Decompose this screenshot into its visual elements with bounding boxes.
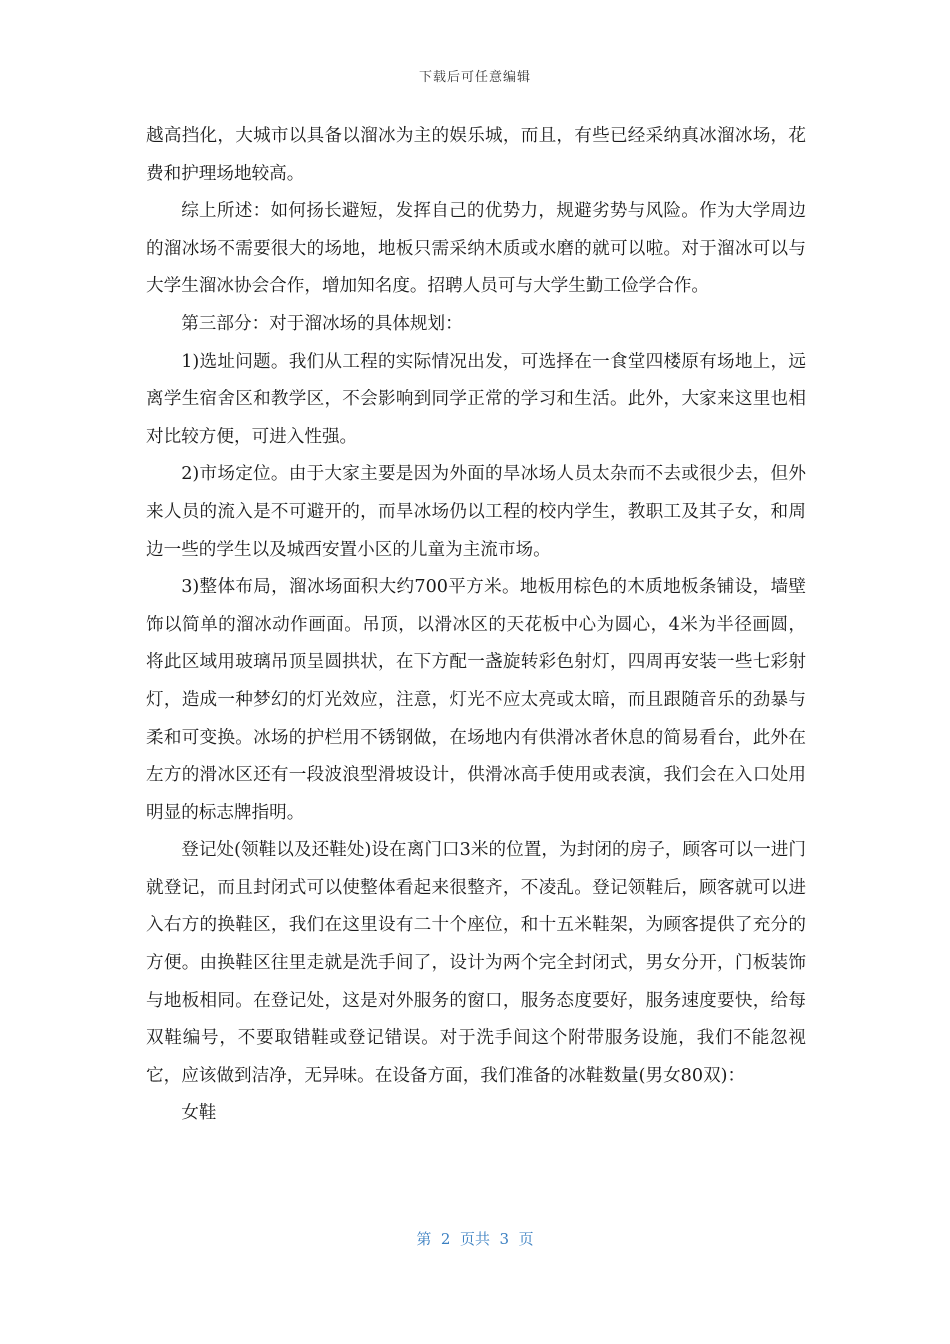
paragraph: 2)市场定位。由于大家主要是因为外面的旱冰场人员太杂而不去或很少去，但外来人员的流入是不可避开的，而旱冰场仍以工程的校内学生，教职工及其子女，和周边一些的学生以及城西安置小区的儿童为主流市场。 [146, 464, 806, 560]
page-number: 第 2 页共 3 页 [416, 1230, 534, 1248]
paragraph: 女鞋 [181, 1103, 217, 1124]
paragraph: 综上所述：如何扬长避短，发挥自己的优势力，规避劣势与风险。作为大学周边的溜冰场不需要很大的场地，地板只需采纳木质或水磨的就可以啦。对于溜冰可以与大学生溜冰协会合作，增加知名度。招聘人员可与大学生勤工俭学合作。 [146, 201, 806, 297]
paragraph: 登记处(领鞋以及还鞋处)设在离门口3米的位置，为封闭的房子，顾客可以一进门就登记，而且封闭式可以使整体看起来很整齐，不凌乱。登记领鞋后，顾客就可以进入右方的换鞋区，我们在这里设有二十个座位，和十五米鞋架，为顾客提供了充分的方便。由换鞋区往里走就是洗手间了，设计为两个完全封闭式，男女分开，门板装饰与地板相同。在登记处，这是对外服务的窗口，服务态度要好，服务速度要快，给每双鞋编号，不要取错鞋或登记错误。对于洗手间这个附带服务设施，我们不能忽视它，应该做到洁净，无异味。在设备方面，我们准备的冰鞋数量(男女80双)： [146, 840, 806, 1086]
paragraph: 3)整体布局，溜冰场面积大约700平方米。地板用棕色的木质地板条铺设，墙壁饰以简单的溜冰动作画面。吊顶，以滑冰区的天花板中心为圆心，4米为半径画圆，将此区域用玻璃吊顶呈圆拱状，在下方配一盏旋转彩色射灯，四周再安装一些七彩射灯，造成一种梦幻的灯光效应，注意，灯光不应太亮或太暗，而且跟随音乐的劲暴与柔和可变换。冰场的护栏用不锈钢做，在场地内有供滑冰者休息的简易看台，此外在左方的滑冰区还有一段波浪型滑坡设计，供滑冰高手使用或表演，我们会在入口处用明显的标志牌指明。 [146, 577, 806, 823]
page-header: 下载后可任意编辑 [418, 70, 531, 85]
paragraph: 越高挡化，大城市以具备以溜冰为主的娱乐城，而且，有些已经采纳真冰溜冰场，花费和护理场地较高。 [146, 126, 806, 184]
document-body [146, 118, 806, 1133]
section-heading: 第三部分：对于溜冰场的具体规划： [181, 313, 463, 334]
paragraph: 1)选址问题。我们从工程的实际情况出发，可选择在一食堂四楼原有场地上，远离学生宿舍区和教学区，不会影响到同学正常的学习和生活。此外，大家来这里也相对比较方便，可进入性强。 [146, 351, 806, 447]
